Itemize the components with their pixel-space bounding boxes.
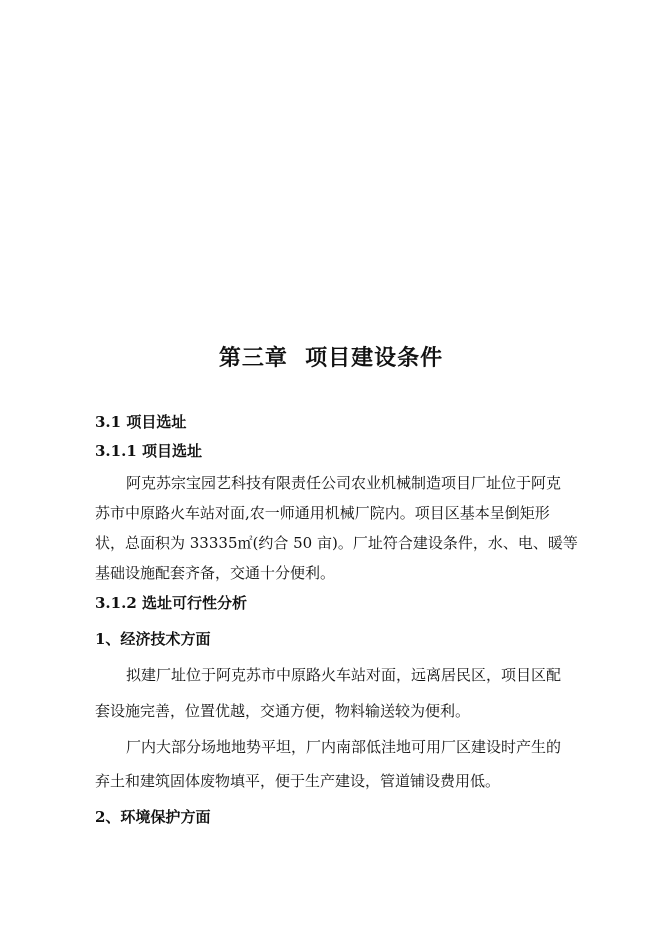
paragraph-line: 厂内大部分场地地势平坦，厂内南部低洼地可用厂区建设时产生的 xyxy=(126,738,562,756)
paragraph-line: 基础设施配套齐备，交通十分便利。 xyxy=(95,564,336,582)
subheading-environmental-protection: 2、环境保护方面 xyxy=(95,808,211,826)
section-heading-3-1-1: 3.1.1 项目选址 xyxy=(95,442,202,460)
paragraph-line: 套设施完善，位置优越，交通方便，物料输送较为便利。 xyxy=(95,702,471,720)
paragraph-line: 拟建厂址位于阿克苏市中原路火车站对面，远离居民区，项目区配 xyxy=(126,666,562,684)
paragraph-line: 弃土和建筑固体废物填平，便于生产建设，管道铺设费用低。 xyxy=(95,772,501,790)
section-heading-3-1: 3.1 项目选址 xyxy=(95,413,187,431)
chapter-title: 第三章 项目建设条件 xyxy=(218,345,444,371)
paragraph-line: 阿克苏宗宝园艺科技有限责任公司农业机械制造项目厂址位于阿克 xyxy=(126,474,562,492)
paragraph-line: 状，总面积为 33335㎡(约合 50 亩)。厂址符合建设条件，水、电、暖等 xyxy=(95,534,578,552)
subheading-economic-technical: 1、经济技术方面 xyxy=(95,630,211,648)
section-heading-3-1-2: 3.1.2 选址可行性分析 xyxy=(95,594,247,612)
paragraph-line: 苏市中原路火车站对面,农一师通用机械厂院内。项目区基本呈倒矩形 xyxy=(95,504,550,522)
